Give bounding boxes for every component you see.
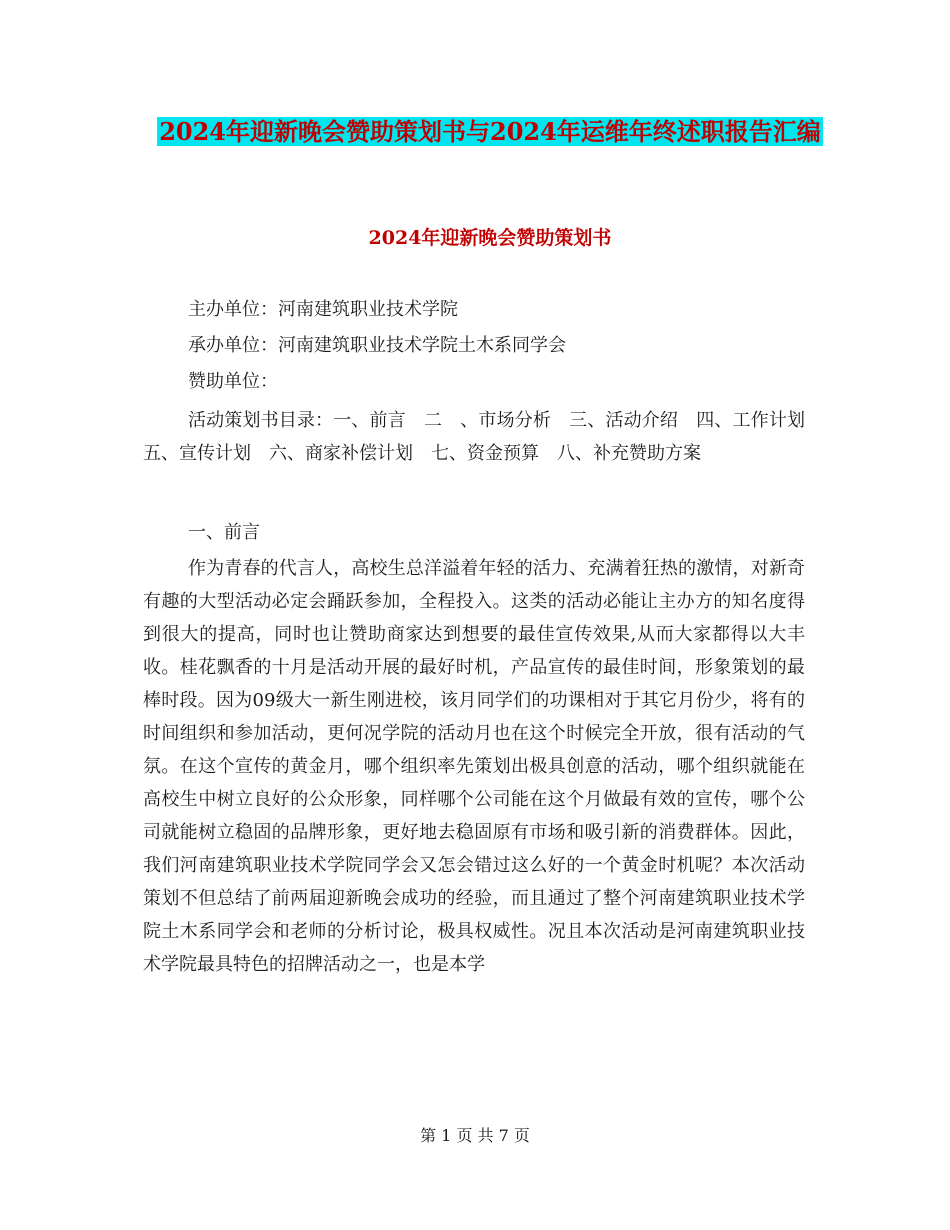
toc-paragraph: 活动策划书目录：一、前言 二 、市场分析 三、活动介绍 四、工作计划五、宣传计划 六、商家补偿计划 七、资金预算 八、补充赞助方案 xyxy=(143,410,805,464)
preface-paragraph: 作为青春的代言人，高校生总洋溢着年轻的活力、充满着狂热的激情，对新奇有趣的大型活动必定会踊跃参加，全程投入。这类的活动必能让主办方的知名度得到很大的提高，同时也让赞助商家达到想要的最佳宣传效果,从而大家都得以大丰收。桂花飘香的十月是活动开展的最好时机，产品宣传的最佳时间，形象策划的最棒时段。因为09级大一新生刚进校，该月同学们的功课相对于其它月份少，将有的时间组织和参加活动，更何况学院的活动月也在这个时候完全开放，很有活动的气氛。在这个宣传的黄金月，哪个组织率先策划出极具创意的活动，哪个组织就能在高校生中树立良好的公众形象，同样哪个公司能在这个月做最有效的宣传，哪个公司就能树立稳固的品牌形象，更好地去稳固原有市场和吸引新的消费群体。因此，我们河南建筑职业技术学院同学会又怎会错过这么好的一个黄金时机呢？本次活动策划不但总结了前两届迎新晚会成功的经验，而且通过了整个河南建筑职业技术学院土木系同学会和老师的分析讨论，极具权威性。况且本次活动是河南建筑职业技术学院最具特色的招牌活动之一，也是本学 xyxy=(143,558,805,975)
host-line: 主办单位：河南建筑职业技术学院 xyxy=(188,299,458,320)
page-footer: 第 1 页 共 7 页 xyxy=(420,1126,530,1145)
sponsor-line: 赞助单位： xyxy=(188,371,278,392)
document-title xyxy=(140,110,840,154)
organizer-line: 承办单位：河南建筑职业技术学院土木系同学会 xyxy=(188,335,566,356)
section-title: 2024年迎新晚会赞助策划书 xyxy=(368,227,612,249)
preface-heading: 一、前言 xyxy=(188,522,260,543)
document-title-text: 2024年迎新晚会赞助策划书与2024年运维年终述职报告汇编 xyxy=(159,117,821,146)
